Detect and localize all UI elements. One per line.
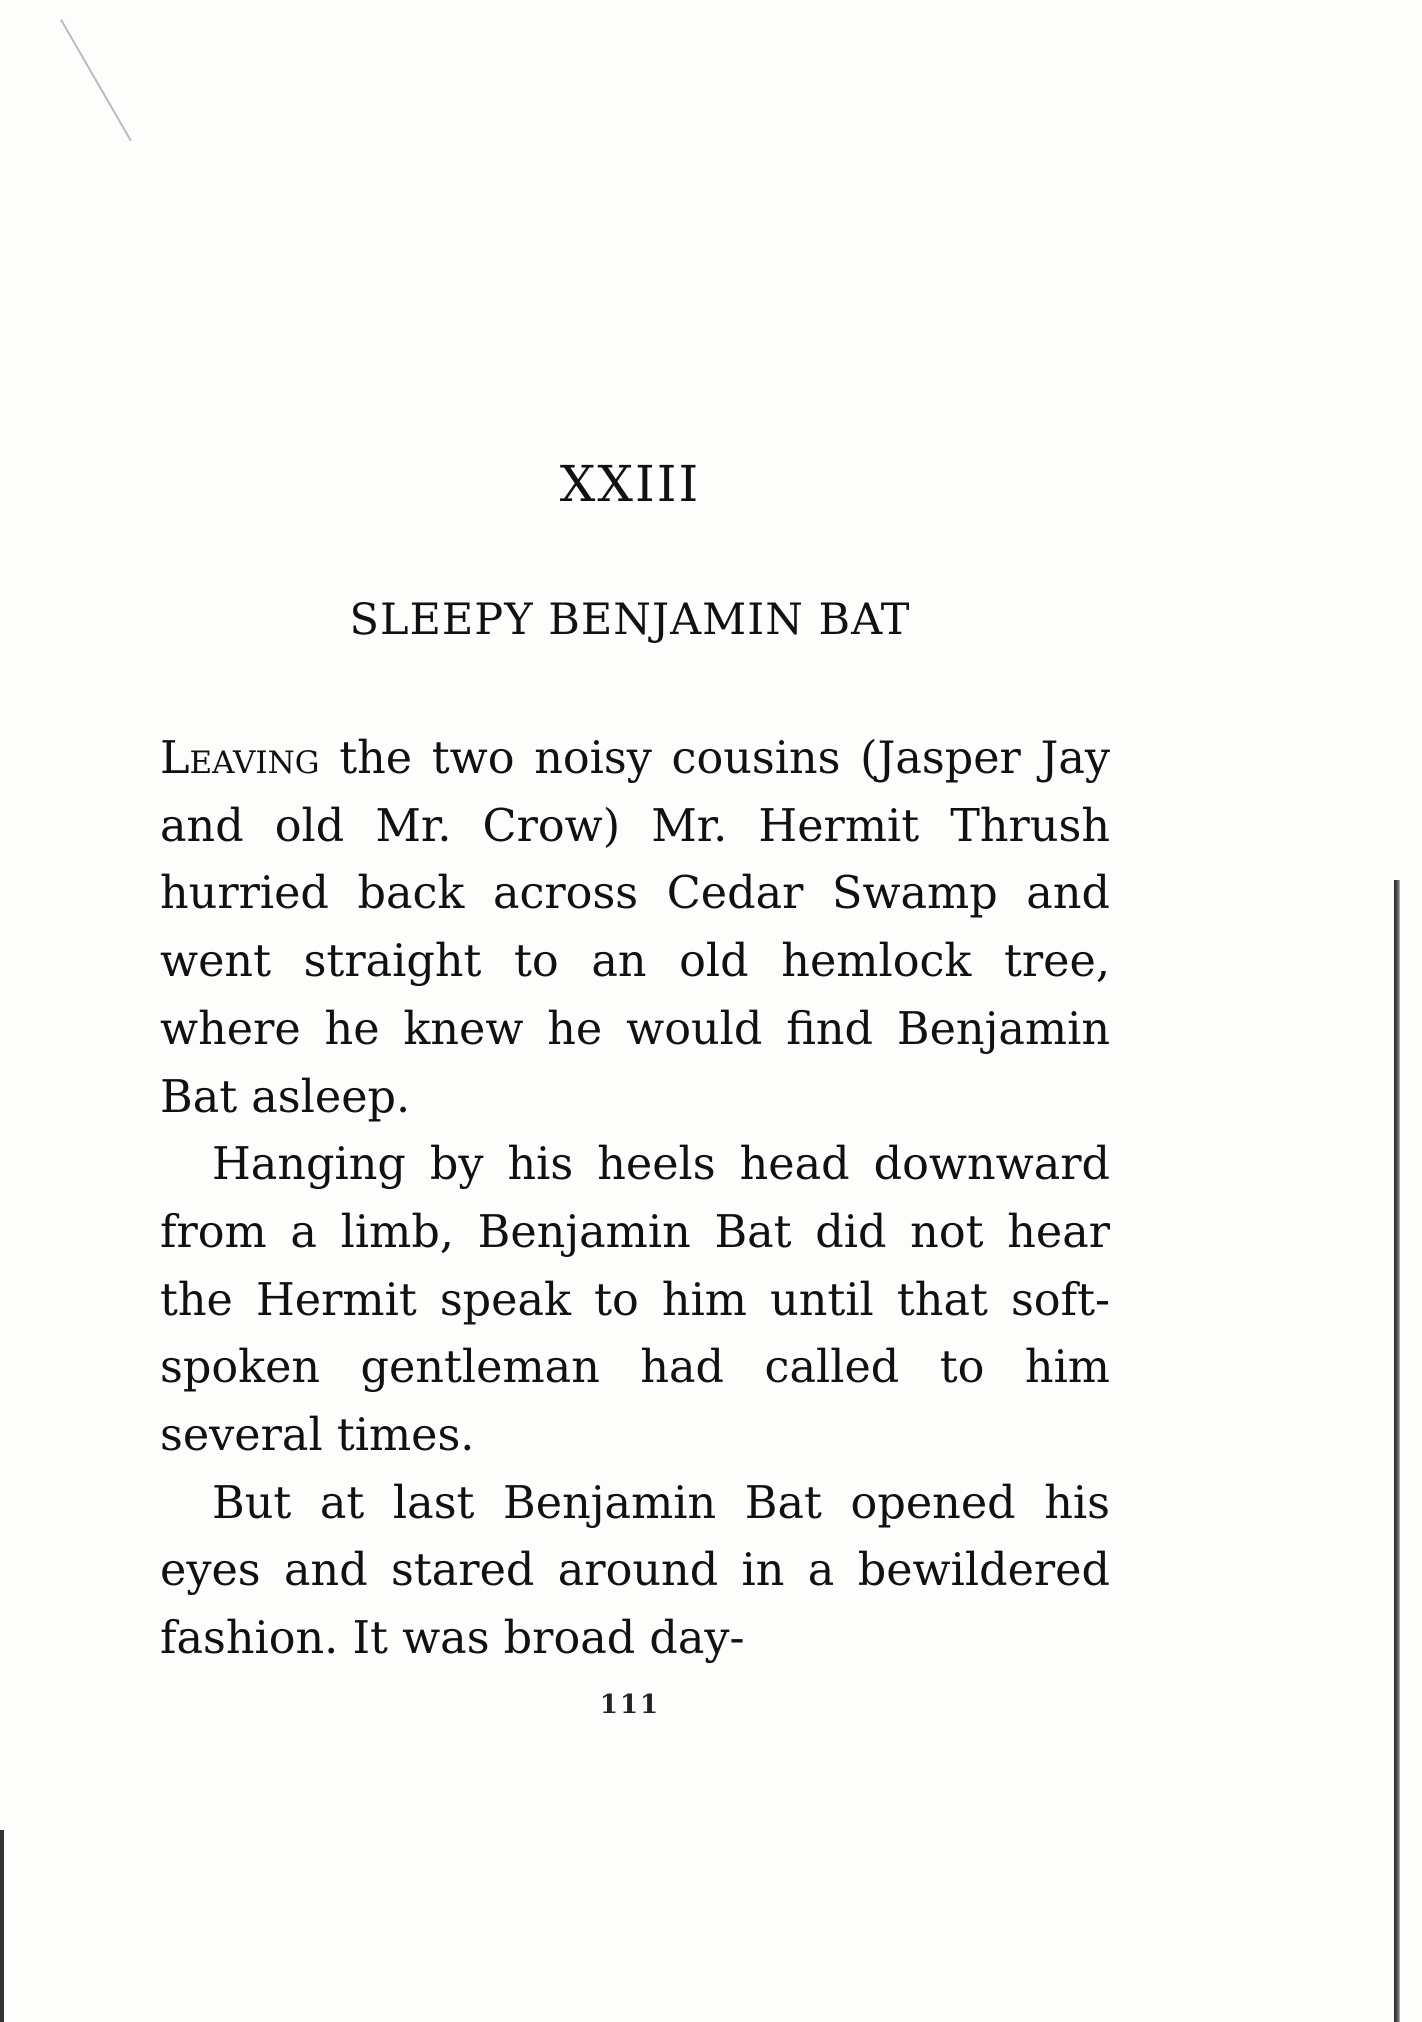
- scan-scratch-mark: [60, 19, 132, 141]
- paragraph-2: Hanging by his heels head downward from a limb, Benjamin Bat did not hear the Hermit speak to him until that soft-spoken gentleman had called to him several times.: [160, 1139, 1110, 1462]
- page-number: 111: [599, 1690, 661, 1720]
- paragraph-3: But at last Benjamin Bat opened his eyes and stared around in a bewildered fashion. It was broad day-: [160, 1477, 1110, 1665]
- chapter-body: [160, 725, 1110, 1673]
- paragraph-1-text: the two noisy cousins (Jasper Jay and old Mr. Crow) Mr. Hermit Thrush hurried back across Cedar Swamp and went straight to an old hemlock tree, where he knew he would find Benjamin Bat asleep.: [160, 733, 1110, 1123]
- paragraph-lead-word: Leaving: [160, 733, 320, 784]
- scan-edge-shadow-left: [0, 1830, 4, 2022]
- chapter-title: SLEEPY BENJAMIN BAT: [349, 595, 911, 645]
- paragraph-1: [160, 725, 1110, 1131]
- scan-edge-shadow-right: [1394, 880, 1400, 2022]
- chapter-number: XXIII: [559, 455, 701, 513]
